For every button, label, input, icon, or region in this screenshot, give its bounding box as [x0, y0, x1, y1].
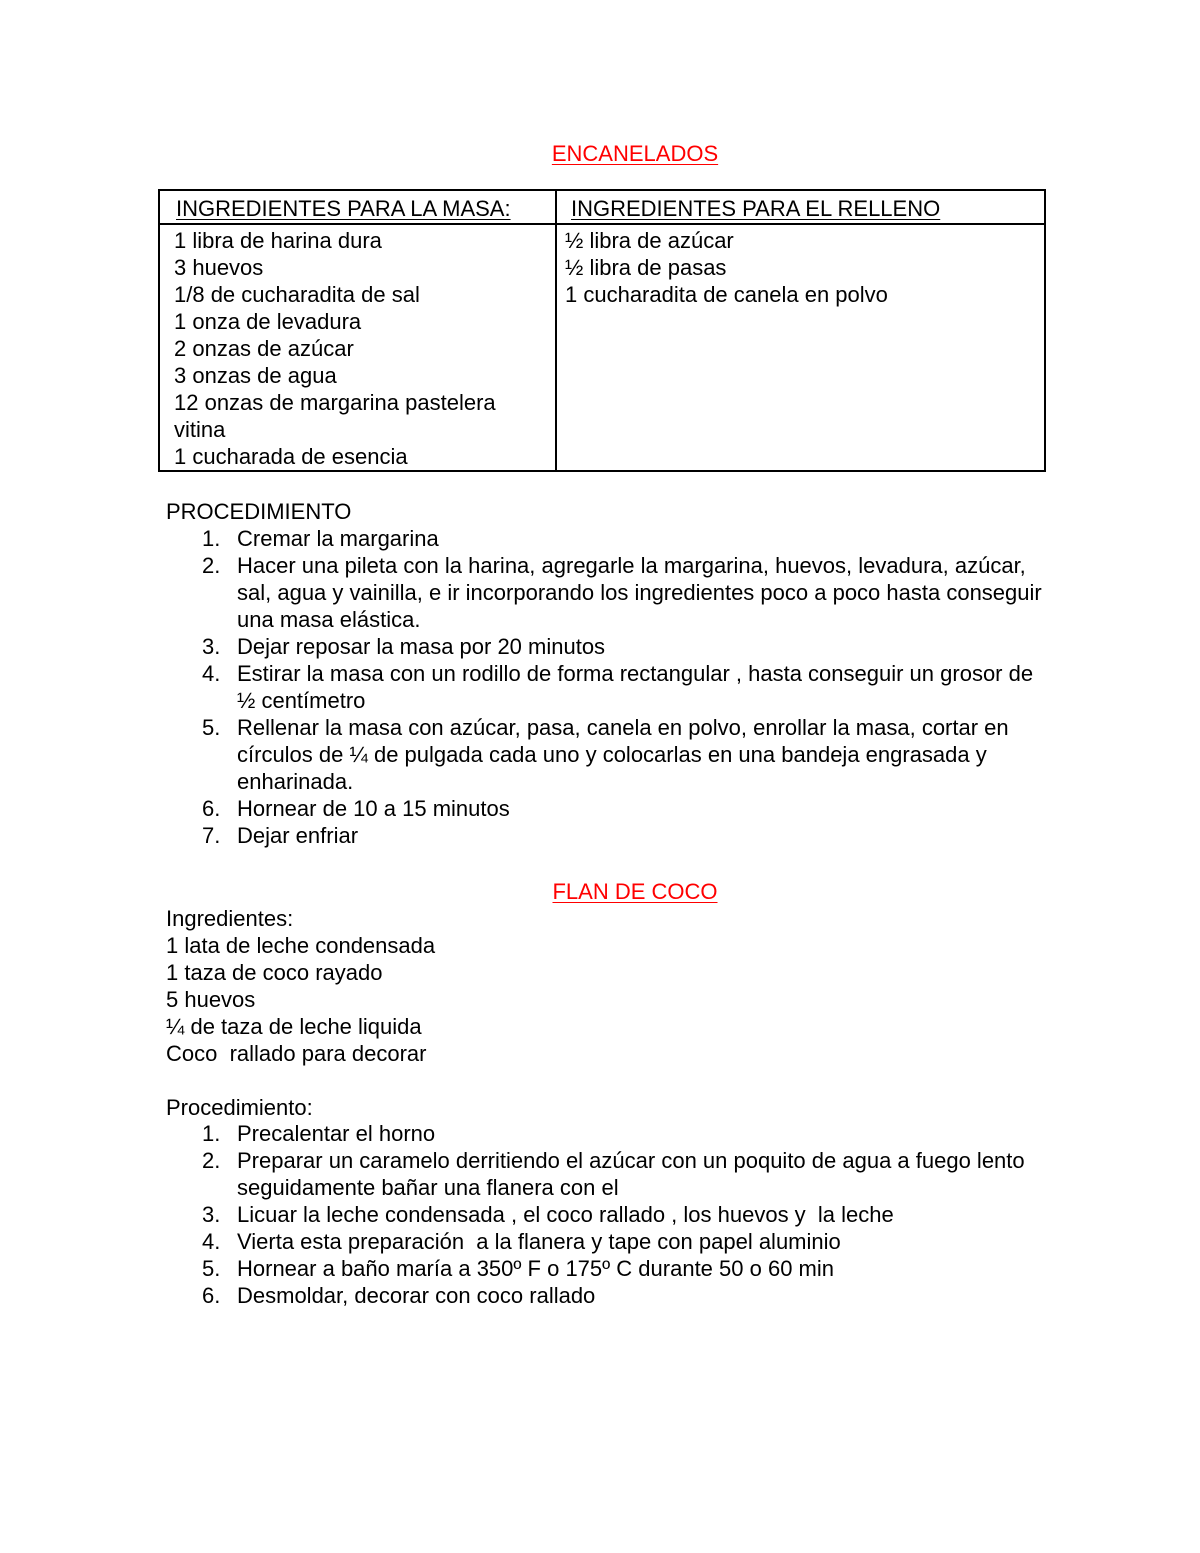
step-number: 4. — [202, 1229, 221, 1254]
procedure-steps-encanelados — [166, 525, 1046, 849]
flan-ingredients-list — [166, 932, 435, 1067]
list-item — [166, 1147, 1046, 1201]
step-text: Hornear de 10 a 15 minutos — [237, 796, 510, 821]
step-text: Licuar la leche condensada , el coco rallado , los huevos y la leche — [237, 1202, 894, 1227]
relleno-item: 1 cucharadita de canela en polvo — [565, 282, 888, 307]
list-item — [166, 552, 1046, 633]
step-text: Estirar la masa con un rodillo de forma rectangular , hasta conseguir un grosor de ½ centímetro — [237, 661, 1034, 713]
masa-item: 2 onzas de azúcar — [174, 336, 354, 361]
step-text: Vierta esta preparación a la flanera y tape con papel aluminio — [237, 1229, 841, 1254]
table-row — [159, 224, 1045, 471]
table-header-row — [159, 190, 1045, 224]
list-item — [166, 714, 1046, 795]
procedure-heading: PROCEDIMIENTO — [166, 499, 352, 524]
header-masa: INGREDIENTES PARA LA MASA: — [159, 190, 556, 224]
list-item: ¼ de taza de leche liquida — [166, 1014, 422, 1039]
step-text: Precalentar el horno — [237, 1121, 436, 1146]
masa-ingredients-cell — [159, 224, 556, 471]
relleno-item: ½ libra de pasas — [565, 255, 727, 280]
masa-item: 1 libra de harina dura — [174, 228, 382, 253]
step-text: Preparar un caramelo derritiendo el azúcar con un poquito de agua a fuego lento seguidamente bañar una flanera con el — [237, 1148, 1025, 1200]
masa-item: 1/8 de cucharadita de sal — [174, 282, 420, 307]
list-item — [166, 1282, 1046, 1309]
list-item — [166, 795, 1046, 822]
list-item: 5 huevos — [166, 987, 256, 1012]
step-number: 6. — [202, 1283, 221, 1308]
step-number: 3. — [202, 634, 221, 659]
step-text: Hacer una pileta con la harina, agregarle la margarina, huevos, levadura, azúcar, sal, agua y vainilla, e ir incorporando los ingredientes poco a poco hasta conseguir una masa elástica. — [237, 553, 1042, 632]
header-relleno: INGREDIENTES PARA EL RELLENO — [556, 190, 1045, 224]
step-number: 6. — [202, 796, 221, 821]
list-item: 1 taza de coco rayado — [166, 960, 383, 985]
step-number: 2. — [202, 1148, 221, 1173]
ingredients-table — [158, 189, 1046, 472]
masa-item: 1 onza de levadura — [174, 309, 362, 334]
list-item — [166, 633, 1046, 660]
masa-item: 1 cucharada de esencia — [174, 444, 408, 469]
step-text: Cremar la margarina — [237, 526, 439, 551]
procedure-steps-flan — [166, 1120, 1046, 1309]
step-number: 7. — [202, 823, 221, 848]
step-text: Dejar enfriar — [237, 823, 359, 848]
list-item — [166, 1255, 1046, 1282]
recipe-title-flan-de-coco: FLAN DE COCO — [552, 879, 718, 904]
step-text: Desmoldar, decorar con coco rallado — [237, 1283, 596, 1308]
step-number: 5. — [202, 1256, 221, 1281]
relleno-ingredients-cell — [556, 224, 1045, 471]
list-item — [166, 1228, 1046, 1255]
masa-item: 12 onzas de margarina pastelera vitina — [174, 390, 496, 442]
list-item — [166, 822, 1046, 849]
list-item — [166, 525, 1046, 552]
step-number: 3. — [202, 1202, 221, 1227]
masa-item: 3 onzas de agua — [174, 363, 337, 388]
step-text: Rellenar la masa con azúcar, pasa, canela en polvo, enrollar la masa, cortar en círculos de ¼ de pulgada cada uno y colocarlas en una bandeja engrasada y enharinada. — [237, 715, 1009, 794]
ingredients-heading: Ingredientes: — [166, 906, 294, 931]
step-text: Hornear a baño maría a 350º F o 175º C durante 50 o 60 min — [237, 1256, 834, 1281]
list-item: Coco rallado para decorar — [166, 1041, 427, 1066]
masa-item: 3 huevos — [174, 255, 264, 280]
step-number: 5. — [202, 715, 221, 740]
list-item — [166, 660, 1046, 714]
procedure-heading: Procedimiento: — [166, 1095, 313, 1120]
step-number: 4. — [202, 661, 221, 686]
step-number: 1. — [202, 526, 221, 551]
list-item — [166, 1201, 1046, 1228]
relleno-item: ½ libra de azúcar — [565, 228, 734, 253]
list-item: 1 lata de leche condensada — [166, 933, 436, 958]
step-text: Dejar reposar la masa por 20 minutos — [237, 634, 606, 659]
step-number: 1. — [202, 1121, 221, 1146]
list-item — [166, 1120, 1046, 1147]
recipe-title-encanelados: ENCANELADOS — [551, 141, 719, 166]
step-number: 2. — [202, 553, 221, 578]
